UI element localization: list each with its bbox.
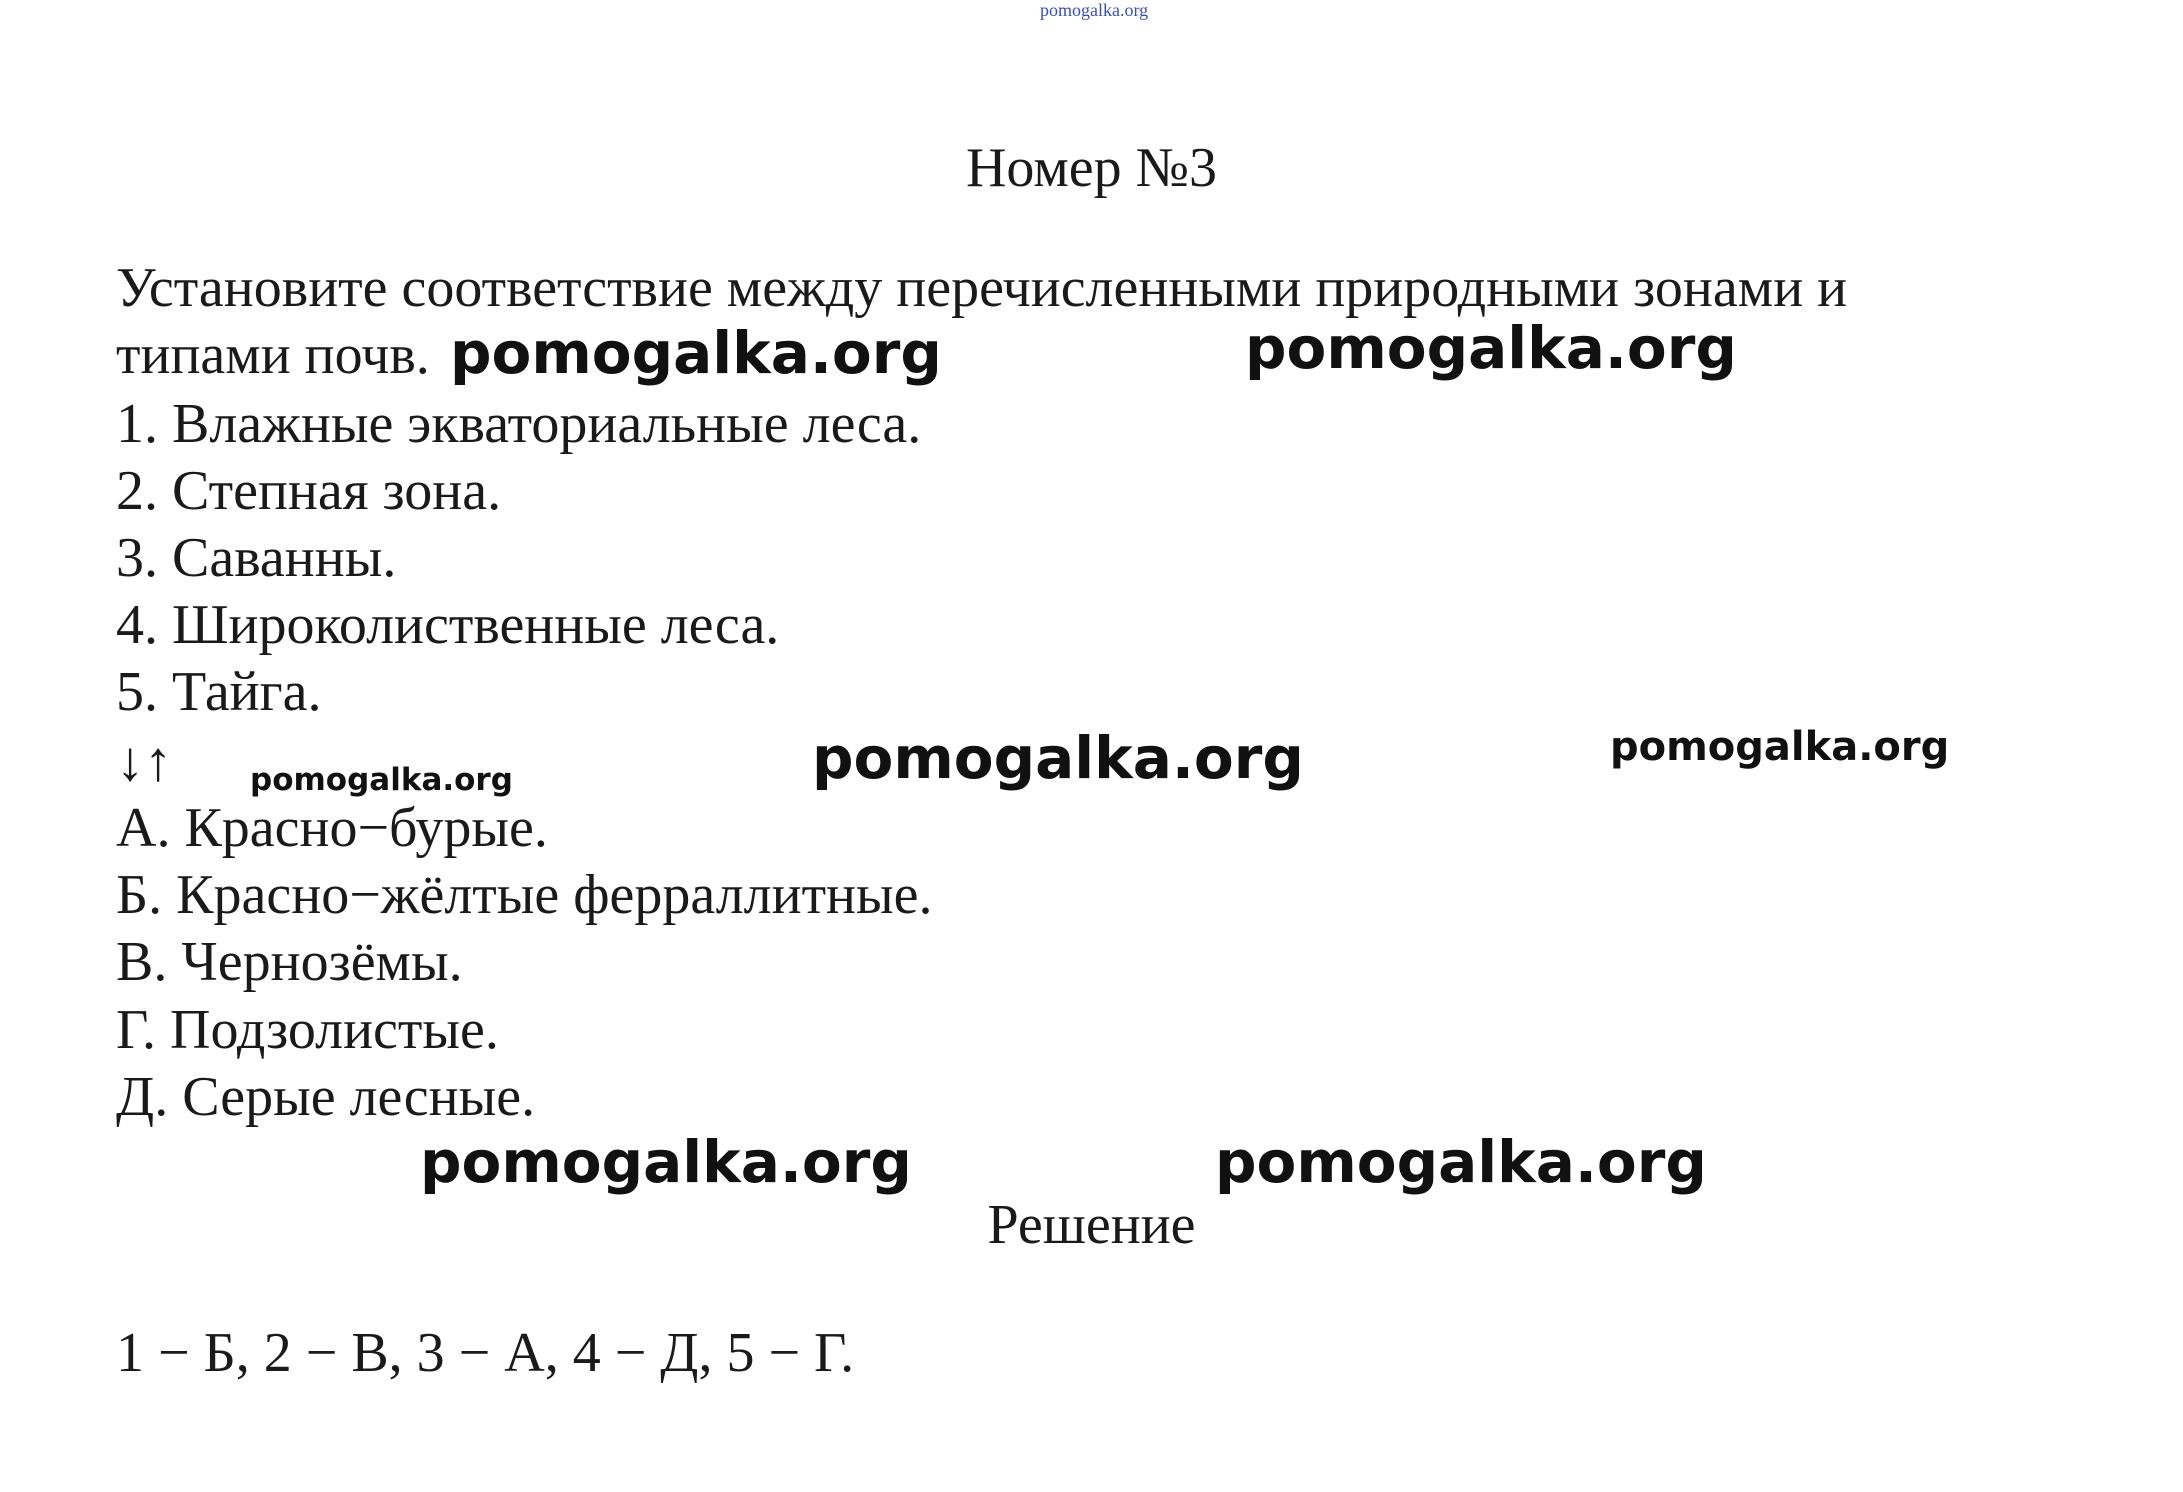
watermark: pomogalka.org bbox=[1610, 724, 1950, 770]
watermark: pomogalka.org bbox=[812, 724, 1304, 792]
soil-item-g: Г. Подзолистые. bbox=[116, 999, 499, 1061]
watermark: pomogalka.org bbox=[250, 762, 513, 798]
task-text-line-2: типами почв. bbox=[116, 324, 430, 386]
zone-item-2: 2. Степная зона. bbox=[116, 460, 502, 522]
watermark: pomogalka.org bbox=[1245, 314, 1737, 382]
task-text-line-1: Установите соответствие между перечисленными природными зонами и bbox=[116, 257, 1848, 319]
solution-answer: 1 − Б, 2 − В, 3 − А, 4 − Д, 5 − Г. bbox=[116, 1322, 855, 1384]
soil-item-d: Д. Серые лесные. bbox=[116, 1066, 536, 1128]
zone-item-1: 1. Влажные экваториальные леса. bbox=[116, 393, 922, 455]
soil-item-v: В. Чернозёмы. bbox=[116, 931, 463, 993]
watermark: pomogalka.org bbox=[1215, 1128, 1707, 1196]
watermark: pomogalka.org bbox=[420, 1128, 912, 1196]
page-title: Номер №3 bbox=[965, 137, 1218, 199]
zone-item-4: 4. Широколиственные леса. bbox=[116, 594, 780, 656]
soil-item-a: А. Красно−бурые. bbox=[116, 797, 548, 859]
watermark: pomogalka.org bbox=[450, 319, 942, 387]
soil-item-b: Б. Красно−жёлтые ферраллитные. bbox=[116, 864, 933, 926]
zone-item-5: 5. Тайга. bbox=[116, 661, 322, 723]
solution-heading: Решение bbox=[987, 1194, 1196, 1256]
zone-item-3: 3. Саванны. bbox=[116, 527, 397, 589]
arrows-icon: ↓↑ bbox=[116, 731, 172, 793]
source-link[interactable]: pomogalka.org bbox=[1040, 0, 1149, 20]
